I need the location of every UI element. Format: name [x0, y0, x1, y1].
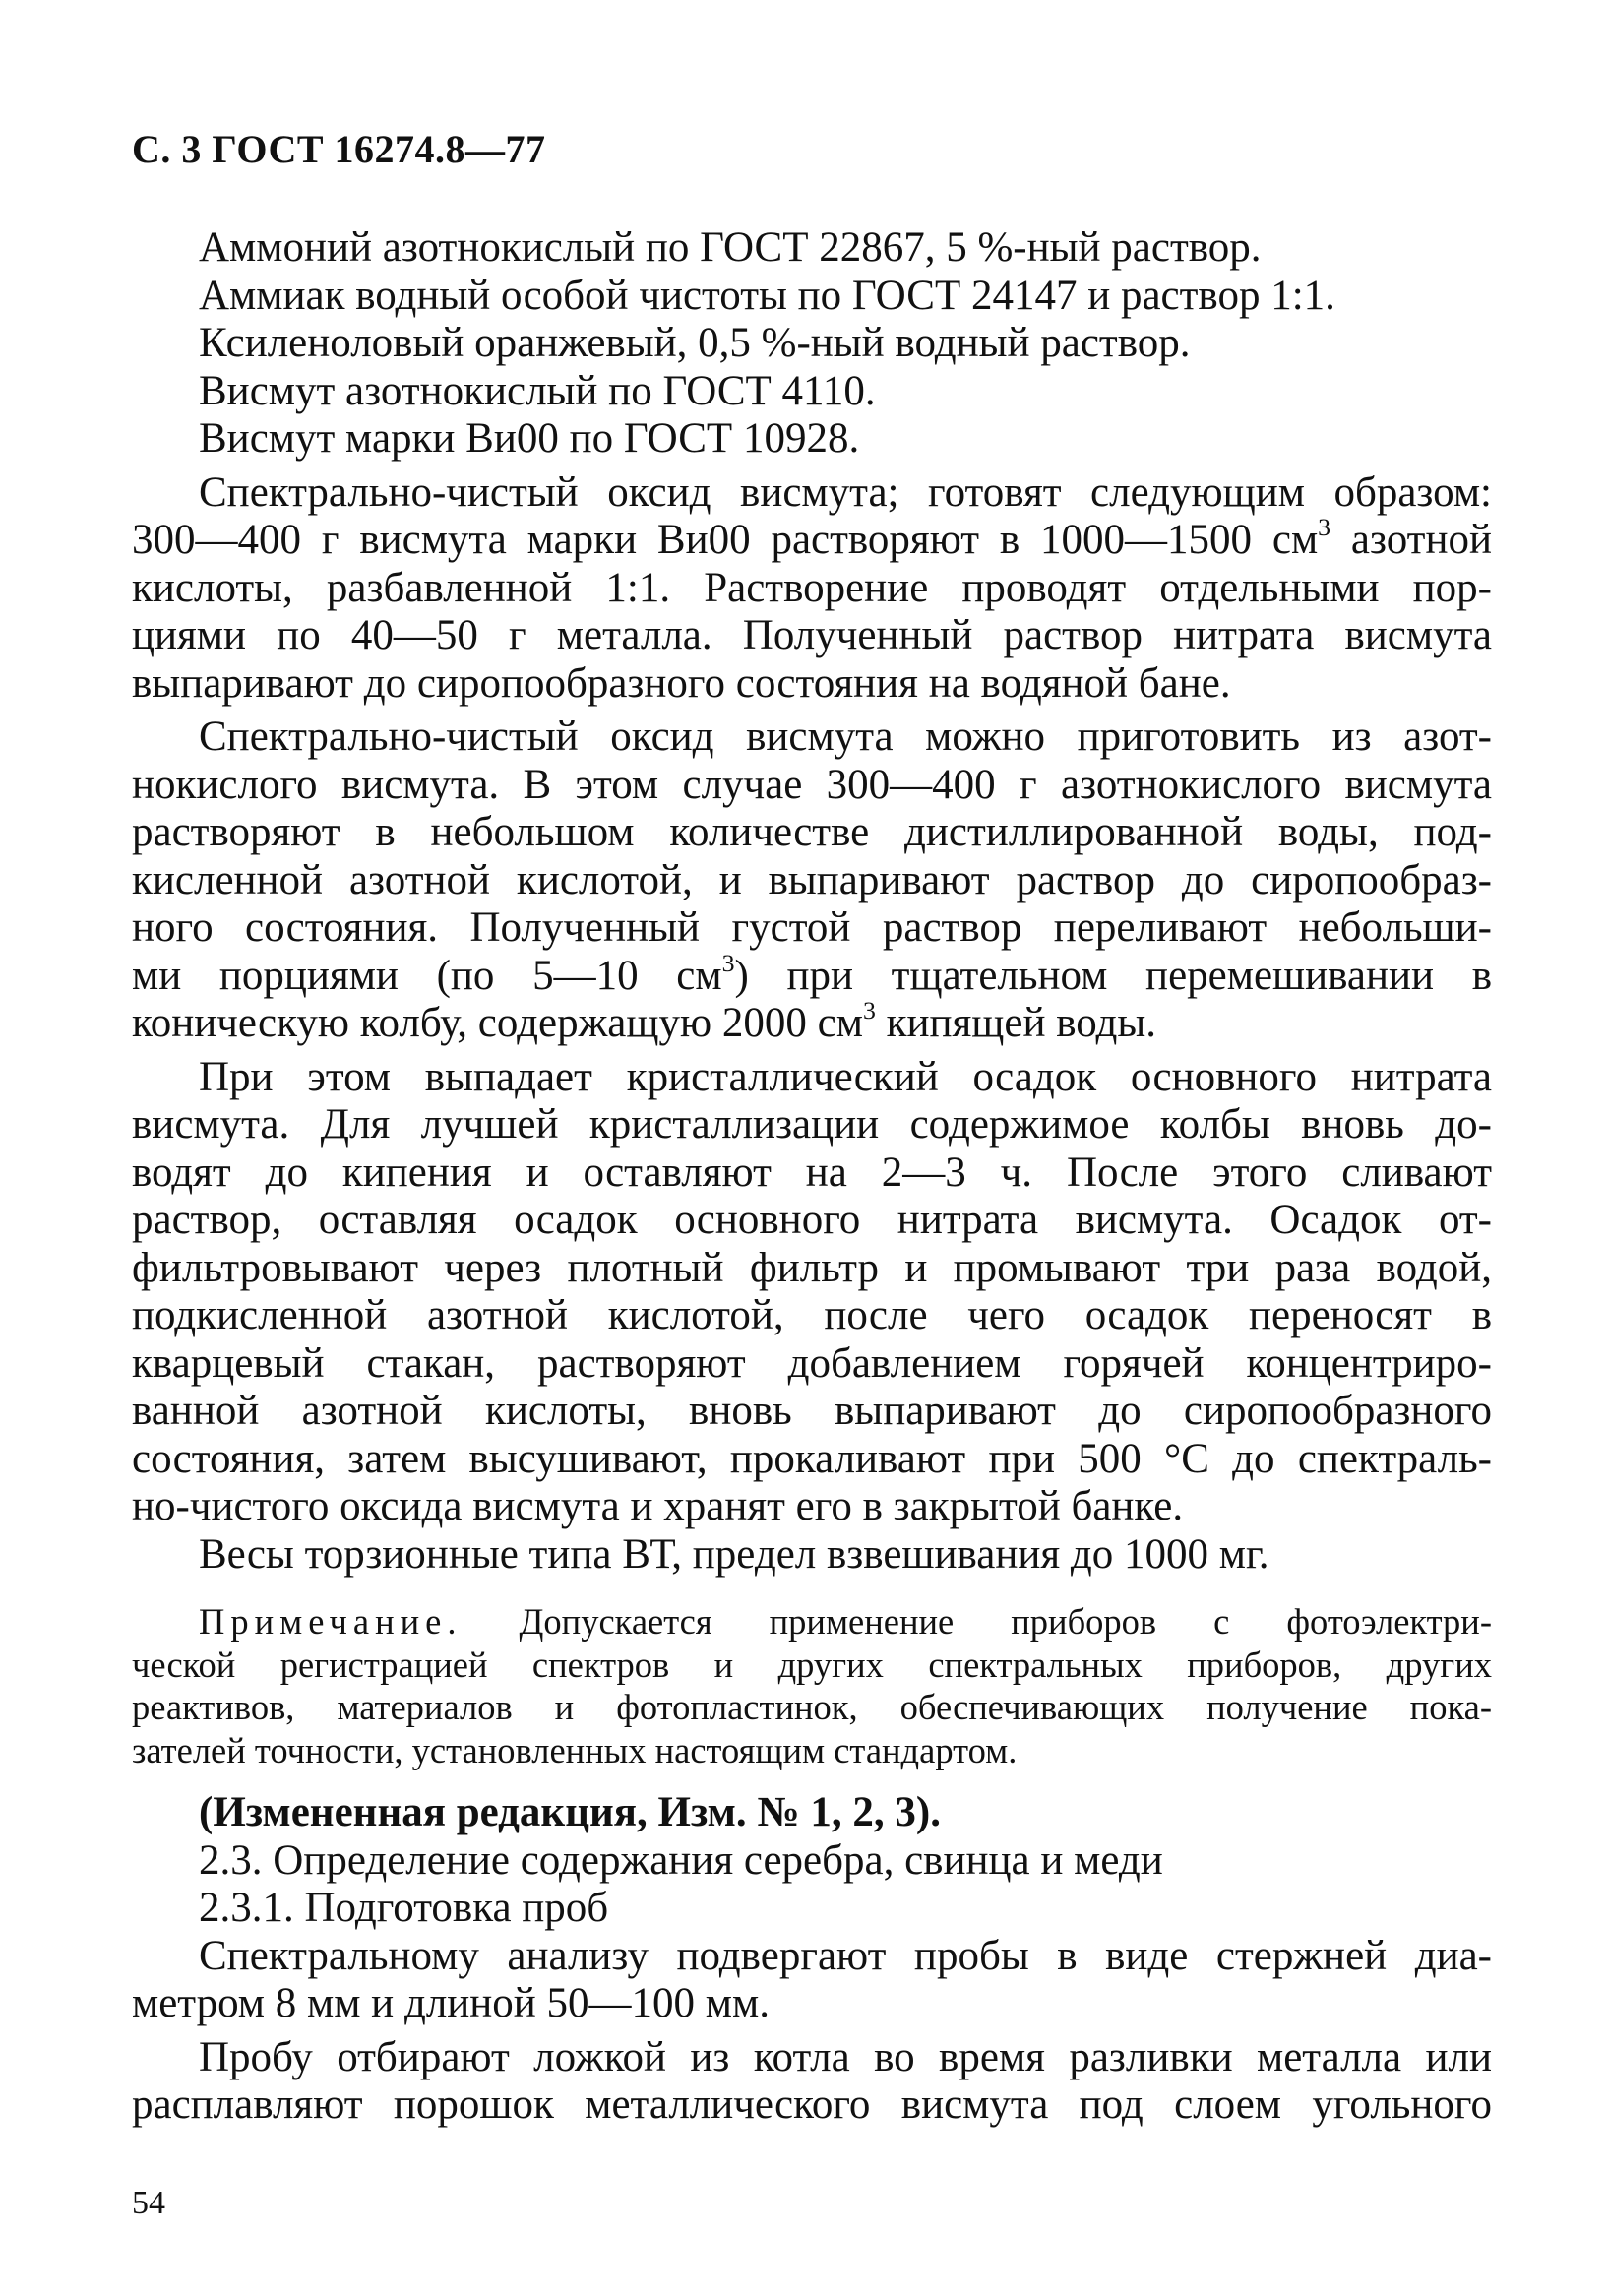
text-line: расплавляют порошок металлического висмута под слоем угольного	[132, 2081, 1492, 2128]
section-heading-2-3: 2.3. Определение содержания серебра, свинца и меди	[199, 1836, 1163, 1884]
text-line: циями по 40—50 г металла. Полученный раствор нитрата висмута	[132, 612, 1492, 658]
page-number: 54	[132, 2185, 165, 2221]
text-line: раствор, оставляя осадок основного нитрата висмута. Осадок от-	[132, 1197, 1492, 1243]
scales-line: Весы торзионные типа ВТ, предел взвешивания до 1000 мг.	[199, 1530, 1269, 1578]
superscript: 3	[1318, 512, 1331, 541]
note-label: Примечание.	[199, 1601, 463, 1642]
text-line: нокислого висмута. В этом случае 300—400 г азотнокислого висмута	[132, 761, 1492, 808]
text-fragment: азотной	[1330, 517, 1492, 563]
text-line: водят до кипения и оставляют на 2—3 ч. После этого сливают	[132, 1148, 1492, 1196]
text-fragment: ) при тщательном перемешивании в	[734, 952, 1492, 999]
paragraph-sampling	[132, 2034, 1492, 2130]
reagent-list	[132, 224, 1492, 464]
text-line: висмута. Для лучшей кристаллизации содержимое колбы вновь до-	[132, 1101, 1492, 1148]
text-line: Спектрально-чистый оксид висмута; готовят следующим образом:	[199, 468, 1492, 516]
text-fragment: Допускается применение приборов с фотоэлектри-	[462, 1601, 1492, 1642]
text-line: При этом выпадает кристаллический осадок основного нитрата	[199, 1053, 1492, 1100]
text-fragment: коническую колбу, содержащую 2000 см	[132, 1000, 863, 1046]
text-line: ванной азотной кислоты, вновь выпаривают до сиропообразного	[132, 1388, 1492, 1434]
text-line: ного состояния. Полученный густой раствор переливают небольши-	[132, 904, 1492, 951]
text-line	[132, 995, 1492, 1048]
text-fragment: кипящей воды.	[875, 1000, 1157, 1046]
text-line: кисленной азотной кислотой, и выпаривают раствор до сиропообраз-	[132, 856, 1492, 903]
reagent-item: Ксиленоловый оранжевый, 0,5 %-ный водный раствор.	[199, 320, 1191, 366]
amendment-note: (Измененная редакция, Изм. № 1, 2, 3).	[199, 1789, 941, 1835]
reagent-item: Висмут марки Ви00 по ГОСТ 10928.	[199, 415, 860, 462]
document-body	[132, 224, 1492, 2130]
paragraph-oxide-preparation	[132, 469, 1492, 709]
text-fragment: 300—400 г висмута марки Ви00 растворяют в 1000—1500 см	[132, 517, 1319, 563]
text-line: кварцевый стакан, растворяют добавлением горячей концентриро-	[132, 1339, 1492, 1387]
text-line: состояния, затем высушивают, прокаливают при 500 °С до спектраль-	[132, 1435, 1492, 1482]
reagent-item: Аммиак водный особой чистоты по ГОСТ 24147 и раствор 1:1.	[199, 272, 1335, 319]
text-line: но-чистого оксида висмута и хранят его в закрытой банке.	[132, 1483, 1184, 1529]
text-line: зателей точности, установленных настоящим стандартом.	[132, 1729, 1018, 1770]
text-line: метром 8 мм и длиной 50—100 мм.	[132, 1980, 770, 2026]
paragraph-precipitate	[132, 1054, 1492, 1531]
text-line	[132, 1600, 1492, 1644]
paragraph-samples	[132, 1933, 1492, 2028]
text-line: реактивов, материалов и фотопластинок, обеспечивающих получение пока-	[132, 1687, 1492, 1727]
text-line: Спектральному анализу подвергают пробы в виде стержней диа-	[199, 1932, 1492, 1979]
superscript: 3	[721, 948, 735, 977]
text-line: Пробу отбирают ложкой из котла во время разливки металла или	[199, 2033, 1492, 2080]
reagent-item: Аммоний азотнокислый по ГОСТ 22867, 5 %-ный раствор.	[199, 224, 1262, 271]
text-line: Спектрально-чистый оксид висмута можно приготовить из азот-	[199, 714, 1492, 760]
superscript: 3	[862, 995, 876, 1024]
note-block	[132, 1600, 1492, 1771]
reagent-item: Висмут азотнокислый по ГОСТ 4110.	[199, 367, 876, 414]
text-line	[132, 512, 1492, 565]
section-heading-2-3-1: 2.3.1. Подготовка проб	[199, 1885, 609, 1931]
text-line: растворяют в небольшом количестве дистиллированной воды, под-	[132, 809, 1492, 855]
text-line: подкисленной азотной кислотой, после чего осадок переносят в	[132, 1292, 1492, 1338]
paragraph-alternative-preparation	[132, 714, 1492, 1048]
text-fragment: ми порциями (по 5—10 см	[132, 952, 722, 999]
text-line: фильтровывают через плотный фильтр и промывают три раза водой,	[132, 1244, 1492, 1291]
text-line	[132, 948, 1492, 1001]
text-line: ческой регистрацией спектров и других спектральных приборов, других	[132, 1644, 1492, 1685]
text-line: кислоты, разбавленной 1:1. Растворение проводят отдельными пор-	[132, 564, 1492, 611]
text-line: выпаривают до сиропообразного состояния на водяной бане.	[132, 659, 1231, 707]
page-header: С. 3 ГОСТ 16274.8—77	[132, 127, 546, 171]
